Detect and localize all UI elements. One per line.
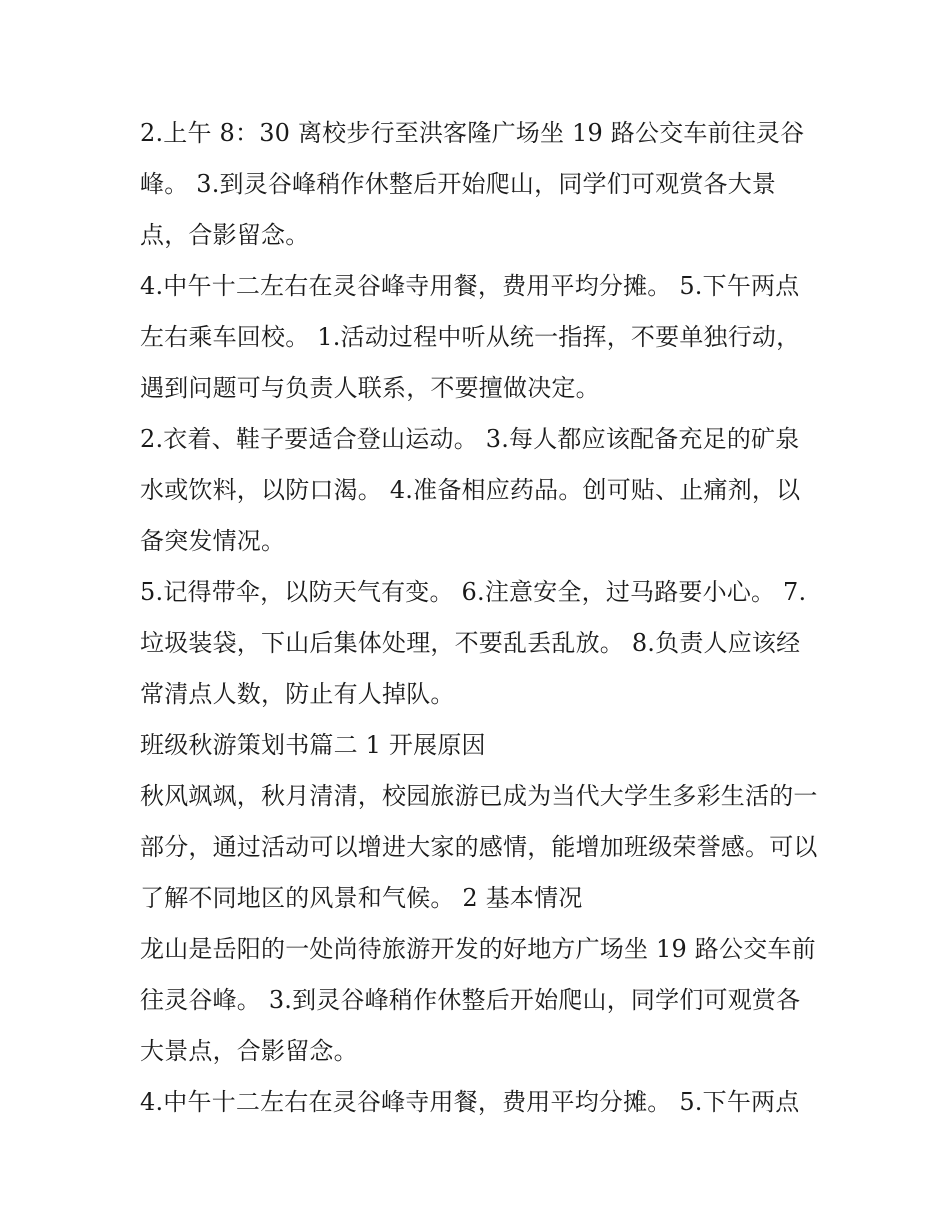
document-body [140,108,820,1128]
paragraph-schedule-noon-repeat: 4.中午十二左右在灵谷峰寺用餐，费用平均分摊。 5.下午两点 [140,1088,800,1116]
paragraph-schedule-noon: 4.中午十二左右在灵谷峰寺用餐，费用平均分摊。 5.下午两点左右乘车回校。 1.活动过程中听从统一指挥，不要单独行动，遇到问题可与负责人联系，不要擅做决定。 [140,272,801,402]
paragraph-reason: 秋风飒飒，秋月清清，校园旅游已成为当代大学生多彩生活的一部分，通过活动可以增进大家的感情，能增加班级荣誉感。可以了解不同地区的风景和气候。 2 基本情况 [140,782,818,912]
paragraph-schedule-morning: 2.上午 8：30 离校步行至洪客隆广场坐 19 路公交车前往灵谷峰。 3.到灵谷峰稍作休整后开始爬山，同学们可观赏各大景点，合影留念。 [140,119,805,249]
paragraph-safety-notes: 5.记得带伞，以防天气有变。 6.注意安全，过马路要小心。 7.垃圾装袋，下山后集体处理，不要乱丢乱放。 8.负责人应该经常清点人数，防止有人掉队。 [140,578,807,708]
paragraph-basic-info: 龙山是岳阳的一处尚待旅游开发的好地方广场坐 19 路公交车前往灵谷峰。 3.到灵谷峰稍作休整后开始爬山，同学们可观赏各大景点，合影留念。 [140,935,816,1065]
section-heading: 班级秋游策划书篇二 1 开展原因 [140,731,486,759]
paragraph-preparation: 2.衣着、鞋子要适合登山运动。 3.每人都应该配备充足的矿泉水或饮料，以防口渴。 4.准备相应药品。创可贴、止痛剂，以备突发情况。 [140,425,801,555]
